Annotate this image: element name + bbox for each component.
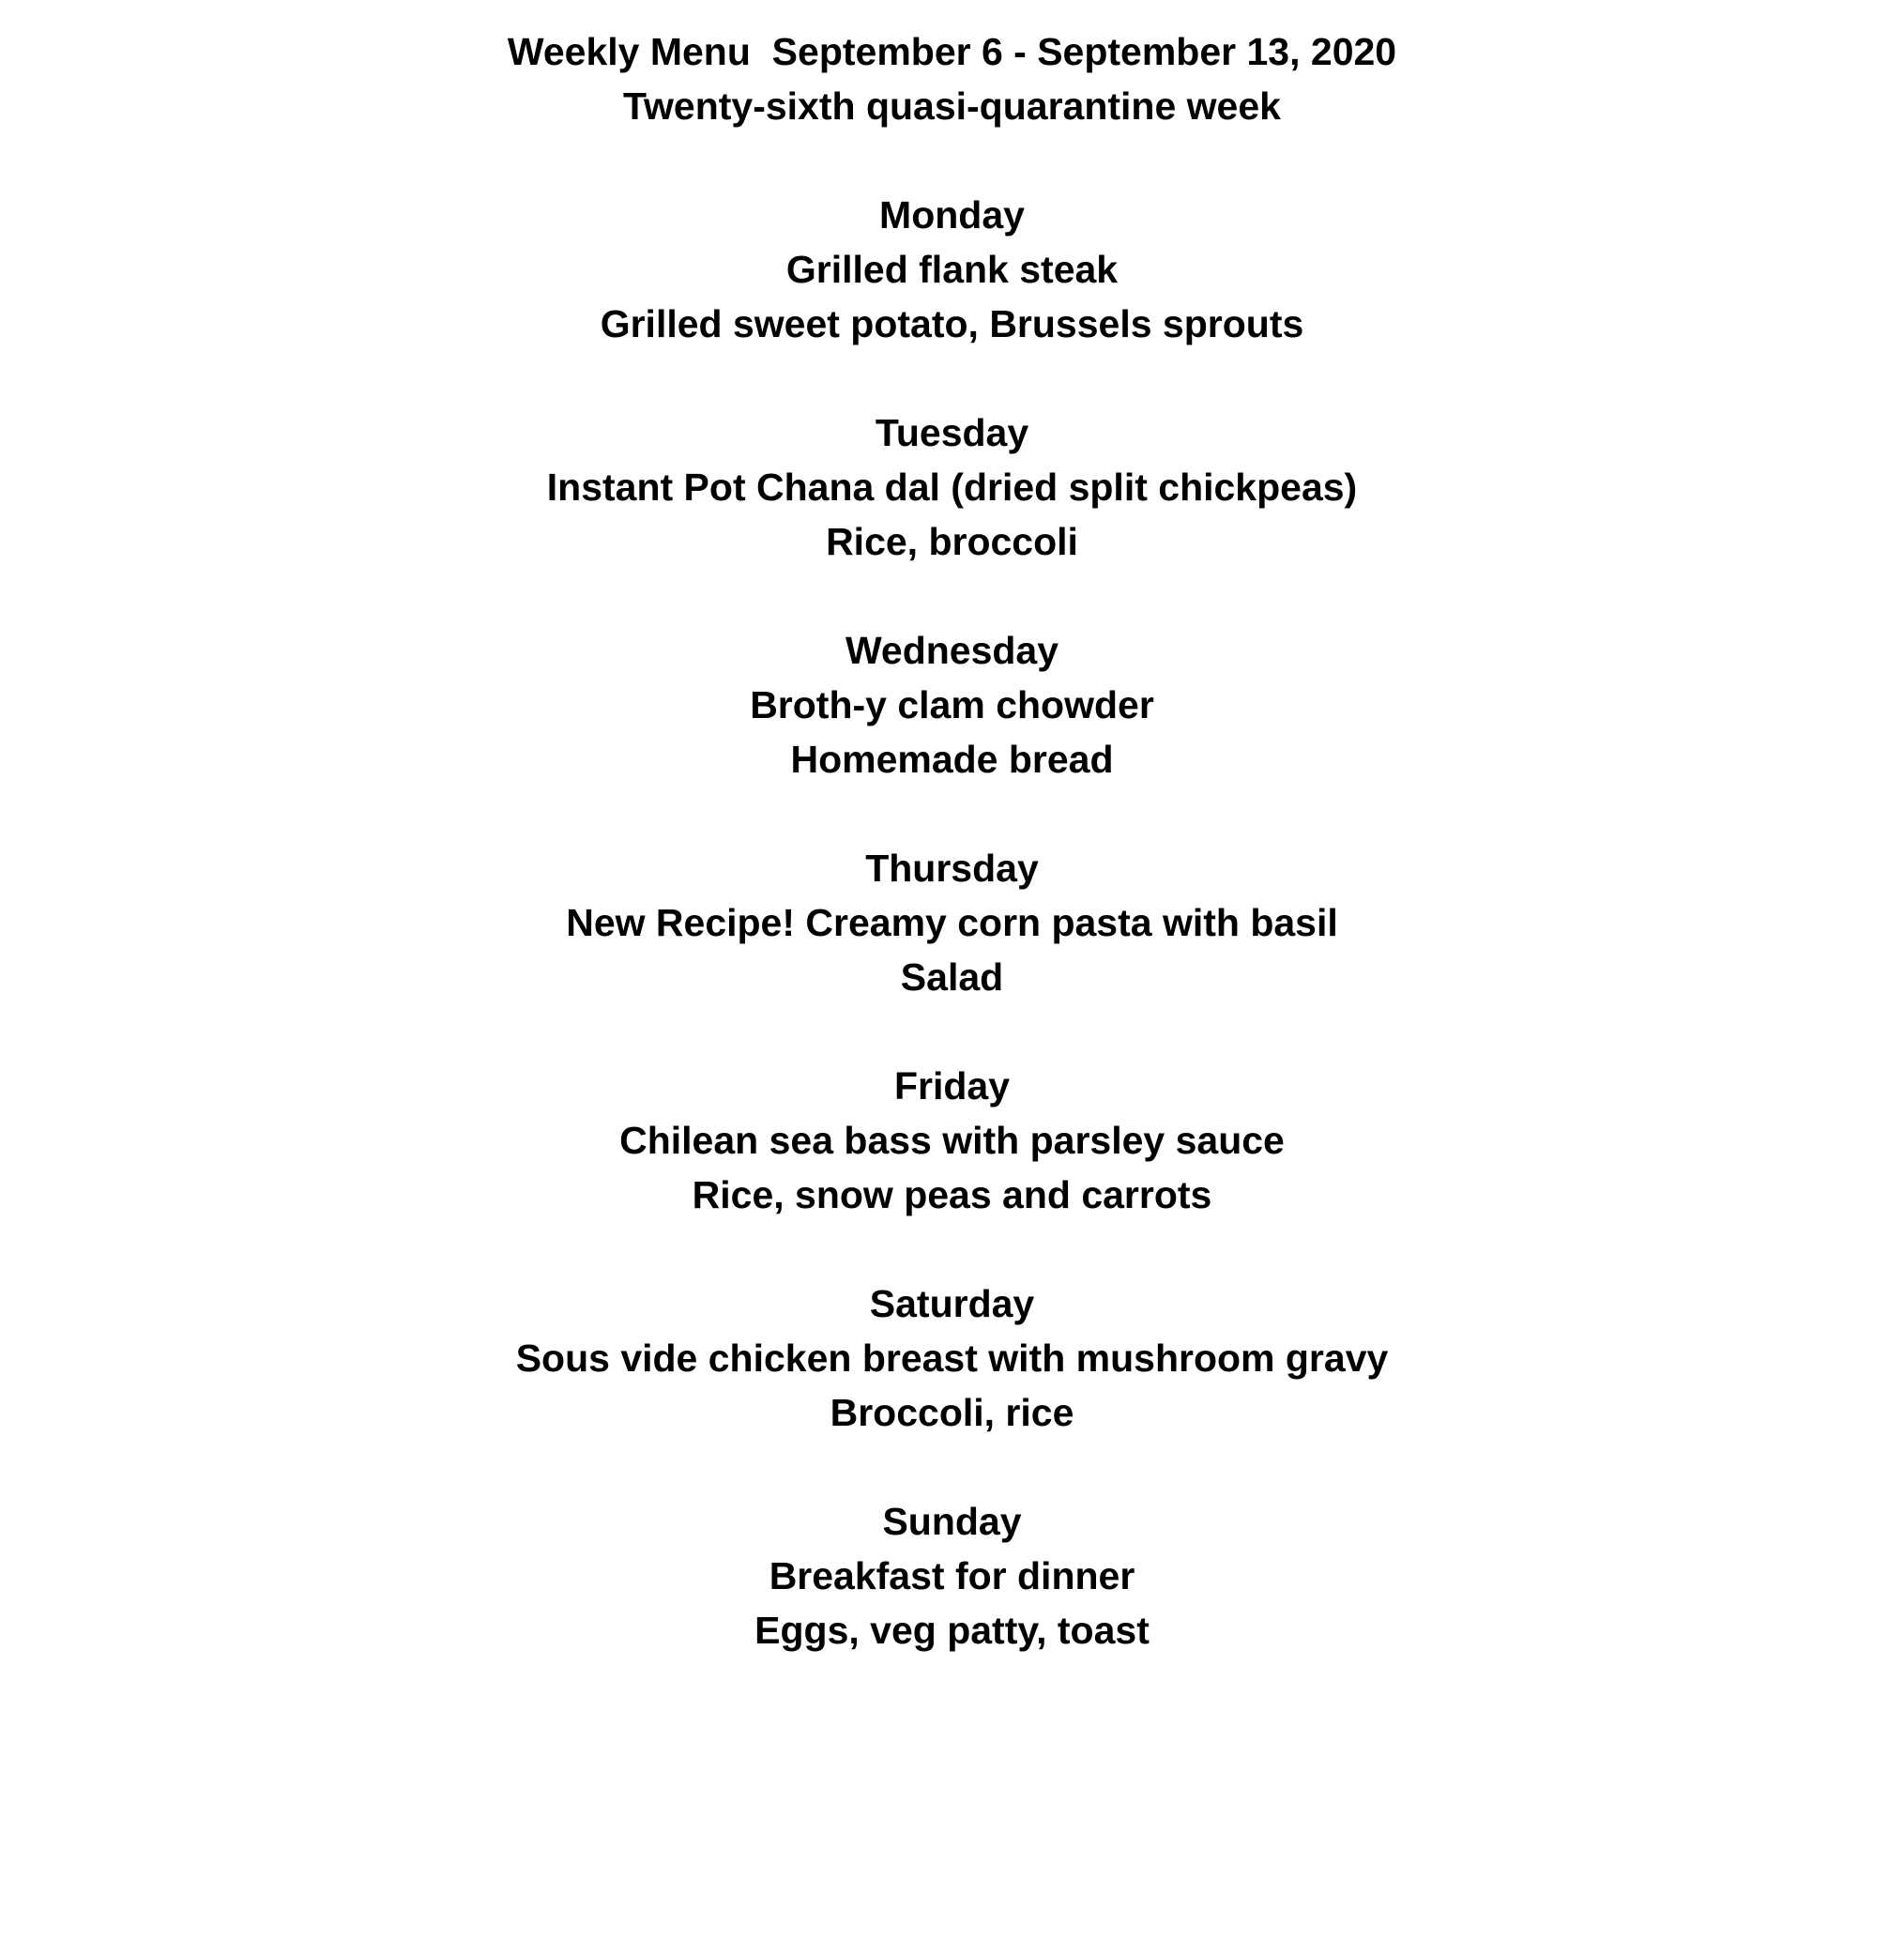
day-name: Monday — [879, 193, 1025, 237]
day-main-dish: New Recipe! Creamy corn pasta with basil — [566, 901, 1338, 944]
day-side-dish: Salad — [900, 955, 1004, 999]
day-main-dish: Chilean sea bass with parsley sauce — [619, 1119, 1285, 1162]
day-side-dish: Rice, snow peas and carrots — [692, 1173, 1212, 1216]
day-section-saturday — [0, 1276, 1904, 1440]
day-section-friday — [0, 1059, 1904, 1222]
day-section-tuesday — [0, 405, 1904, 569]
day-side-dish: Homemade bread — [790, 738, 1114, 781]
day-side-dish: Grilled sweet potato, Brussels sprouts — [600, 302, 1304, 345]
menu-subtitle: Twenty-sixth quasi-quarantine week — [623, 84, 1281, 128]
day-main-dish: Sous vide chicken breast with mushroom gravy — [515, 1337, 1389, 1380]
day-main-dish: Grilled flank steak — [785, 248, 1119, 291]
day-main-dish: Broth-y clam chowder — [750, 683, 1154, 726]
day-name: Saturday — [869, 1282, 1035, 1325]
menu-title: Weekly Menu September 6 - September 13, 2020 — [507, 30, 1397, 73]
day-section-wednesday — [0, 623, 1904, 787]
day-name: Friday — [893, 1064, 1011, 1107]
day-side-dish: Broccoli, rice — [830, 1391, 1074, 1434]
day-name: Wednesday — [845, 629, 1059, 672]
menu-header — [0, 24, 1904, 133]
day-side-dish: Eggs, veg patty, toast — [754, 1609, 1150, 1652]
day-section-monday — [0, 188, 1904, 351]
day-name: Thursday — [865, 847, 1039, 890]
day-side-dish: Rice, broccoli — [826, 520, 1078, 563]
day-name: Sunday — [882, 1500, 1022, 1543]
day-section-thursday — [0, 841, 1904, 1004]
day-main-dish: Breakfast for dinner — [769, 1554, 1135, 1597]
day-section-sunday — [0, 1494, 1904, 1657]
day-main-dish: Instant Pot Chana dal (dried split chickpeas) — [546, 466, 1358, 509]
day-name: Tuesday — [875, 411, 1029, 454]
